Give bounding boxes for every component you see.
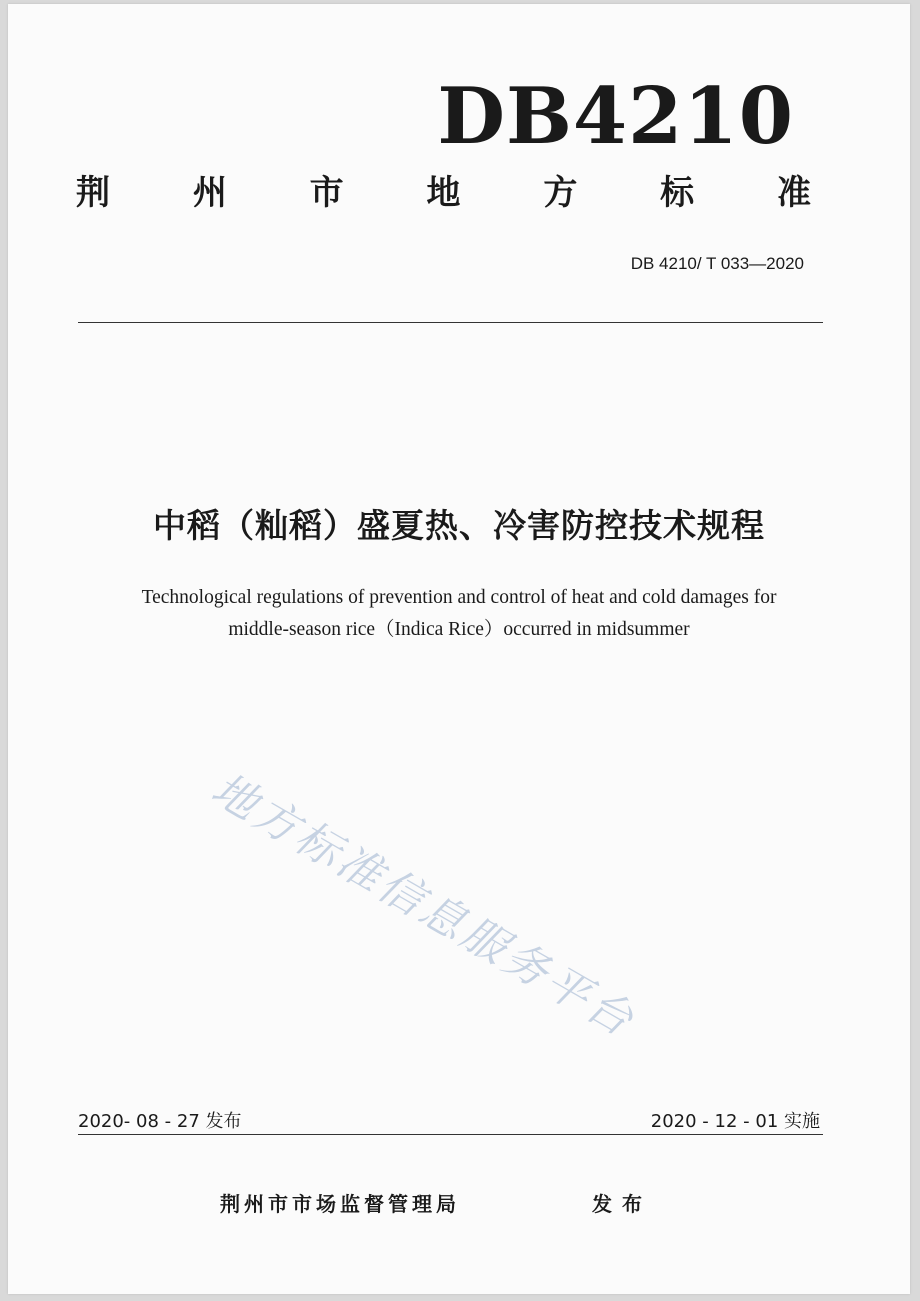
category-char: 方: [543, 173, 578, 213]
title-english: [8, 582, 910, 646]
title-chinese: 中稻（籼稻）盛夏热、冷害防控技术规程: [153, 506, 765, 545]
standard-category: [76, 173, 811, 213]
title-english-line: Technological regulations of prevention and control of heat and cold damages for: [141, 587, 777, 608]
issue-date: 2020- 08 - 27 发布: [78, 1111, 242, 1132]
category-char: 市: [309, 173, 344, 213]
category-char: 准: [776, 173, 811, 213]
standard-code-heading: DB4210: [437, 71, 794, 162]
document-page: [8, 4, 910, 1294]
category-char: 标: [660, 173, 695, 213]
bottom-divider: [78, 1134, 823, 1135]
category-char: 地: [426, 173, 461, 213]
title-english-line: middle-season rice（Indica Rice）occurred in midsummer: [228, 619, 690, 640]
issuer-name: 荆州市市场监督管理局: [220, 1192, 460, 1216]
standard-number: DB 4210/ T 033—2020: [630, 254, 804, 273]
category-char: 荆: [76, 173, 110, 213]
top-divider: [78, 322, 823, 323]
implementation-date: 2020 - 12 - 01 实施: [650, 1111, 820, 1132]
issuer-action: 发布: [592, 1192, 652, 1216]
watermark: 地方标准信息服务平台: [203, 763, 645, 1048]
category-char: 州: [192, 173, 227, 213]
